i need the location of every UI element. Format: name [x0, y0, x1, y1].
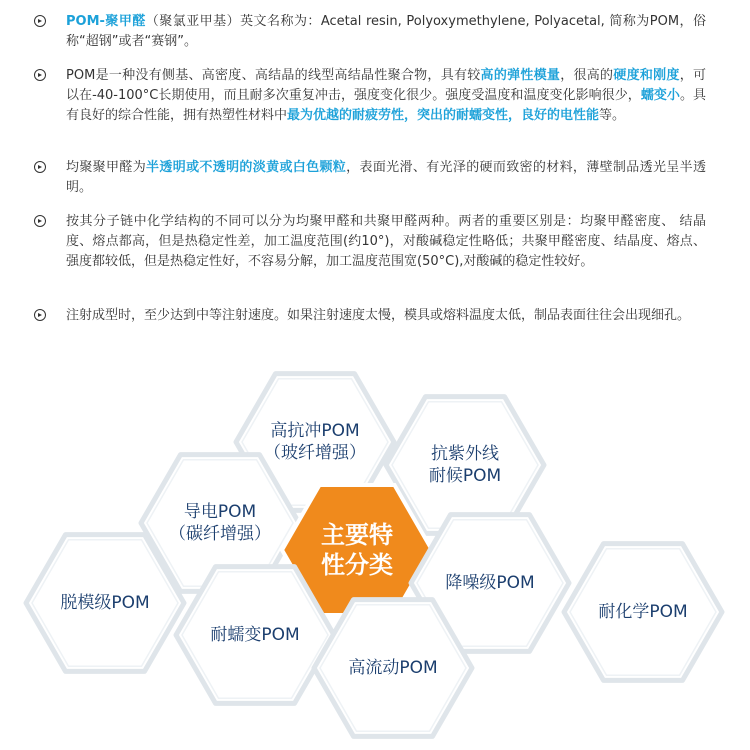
highlighted-text: POM-聚甲醛 — [66, 14, 146, 29]
hex-creep-label — [175, 624, 335, 646]
hex-uv-label — [385, 443, 545, 487]
body-text: 注射成型时，至少达到中等注射速度。如果注射速度太慢，模具或熔料温度太低，制品表面往往会出现细孔。 — [66, 308, 691, 323]
hex-conductive-label — [140, 501, 300, 545]
body-text: 等。 — [599, 108, 626, 123]
hex-label-line: 主要特 — [321, 521, 393, 549]
hex-label-line: 耐候POM — [428, 466, 502, 486]
highlighted-text: 半透明或不透明的淡黄或白色颗粒 — [146, 160, 347, 175]
highlighted-text: 高的弹性模量 — [480, 68, 561, 83]
hex-label-line: 性分类 — [321, 551, 393, 579]
hex-label-line: 耐化学POM — [598, 602, 688, 622]
body-text: （聚氯亚甲基）英文名称为：Acetal resin, Polyoxymethylene, Polyacetal, 简称为POM，俗称“超钢”或者“赛钢”。 — [66, 14, 706, 49]
hex-chemical-label — [563, 601, 723, 623]
highlighted-text: 最为优越的耐疲劳性，突出的耐蠕变性，良好的电性能 — [287, 108, 600, 123]
body-text: 按其分子链中化学结构的不同可以分为均聚甲醛和共聚甲醛两种。两者的重要区别是：均聚甲醛密度、 结晶度、熔点都高，但是热稳定性差，加工温度范围(约10°)，对酸碱稳定性略低；共聚甲醛密度、结晶度、熔点、强度都较低，但是热稳定性好，不容易分解，加工温度范围宽(50°C),对酸碱的稳定性较好。 — [66, 214, 706, 269]
body-text: ，可以在-40-100°C长期使用，而且耐多次重复冲击，强度变化很少。强度受温度和温度变化影响很少， — [66, 68, 706, 103]
body-text: ，很高的 — [560, 68, 614, 83]
hex-label-line: 高抗冲POM — [270, 421, 360, 441]
hex-label-line: 导电POM — [183, 502, 257, 522]
hex-label-line: 脱模级POM — [60, 593, 150, 613]
body-text: 均聚聚甲醛为 — [66, 160, 147, 175]
hex-label-line: （玻纤增强） — [264, 443, 366, 463]
hex-glass-fiber-label — [235, 420, 395, 464]
hex-label-line: （碳纤增强） — [169, 524, 271, 544]
hex-noise-label — [410, 572, 570, 594]
hex-label-line: 降噪级POM — [445, 573, 535, 593]
hex-label-line: 高流动POM — [348, 658, 438, 678]
hex-label-line: 抗紫外线 — [431, 444, 499, 464]
highlighted-text: 硬度和刚度 — [613, 68, 680, 83]
body-text: POM是一种没有侧基、高密度、高结晶的线型高结晶性聚合物，具有较 — [66, 68, 481, 83]
body-text: ，表面光滑、有光泽的硬而致密的材料，薄壁制品透光呈半透明。 — [66, 160, 706, 195]
hex-release-label — [25, 592, 185, 614]
highlighted-text: 蠕变小 — [640, 88, 680, 103]
hex-flow-label — [313, 657, 473, 679]
hex-label-line: 耐蠕变POM — [210, 625, 300, 645]
body-text: 。具有良好的综合性能，拥有热塑性材料中 — [66, 88, 706, 123]
hex-center-label — [277, 520, 437, 580]
